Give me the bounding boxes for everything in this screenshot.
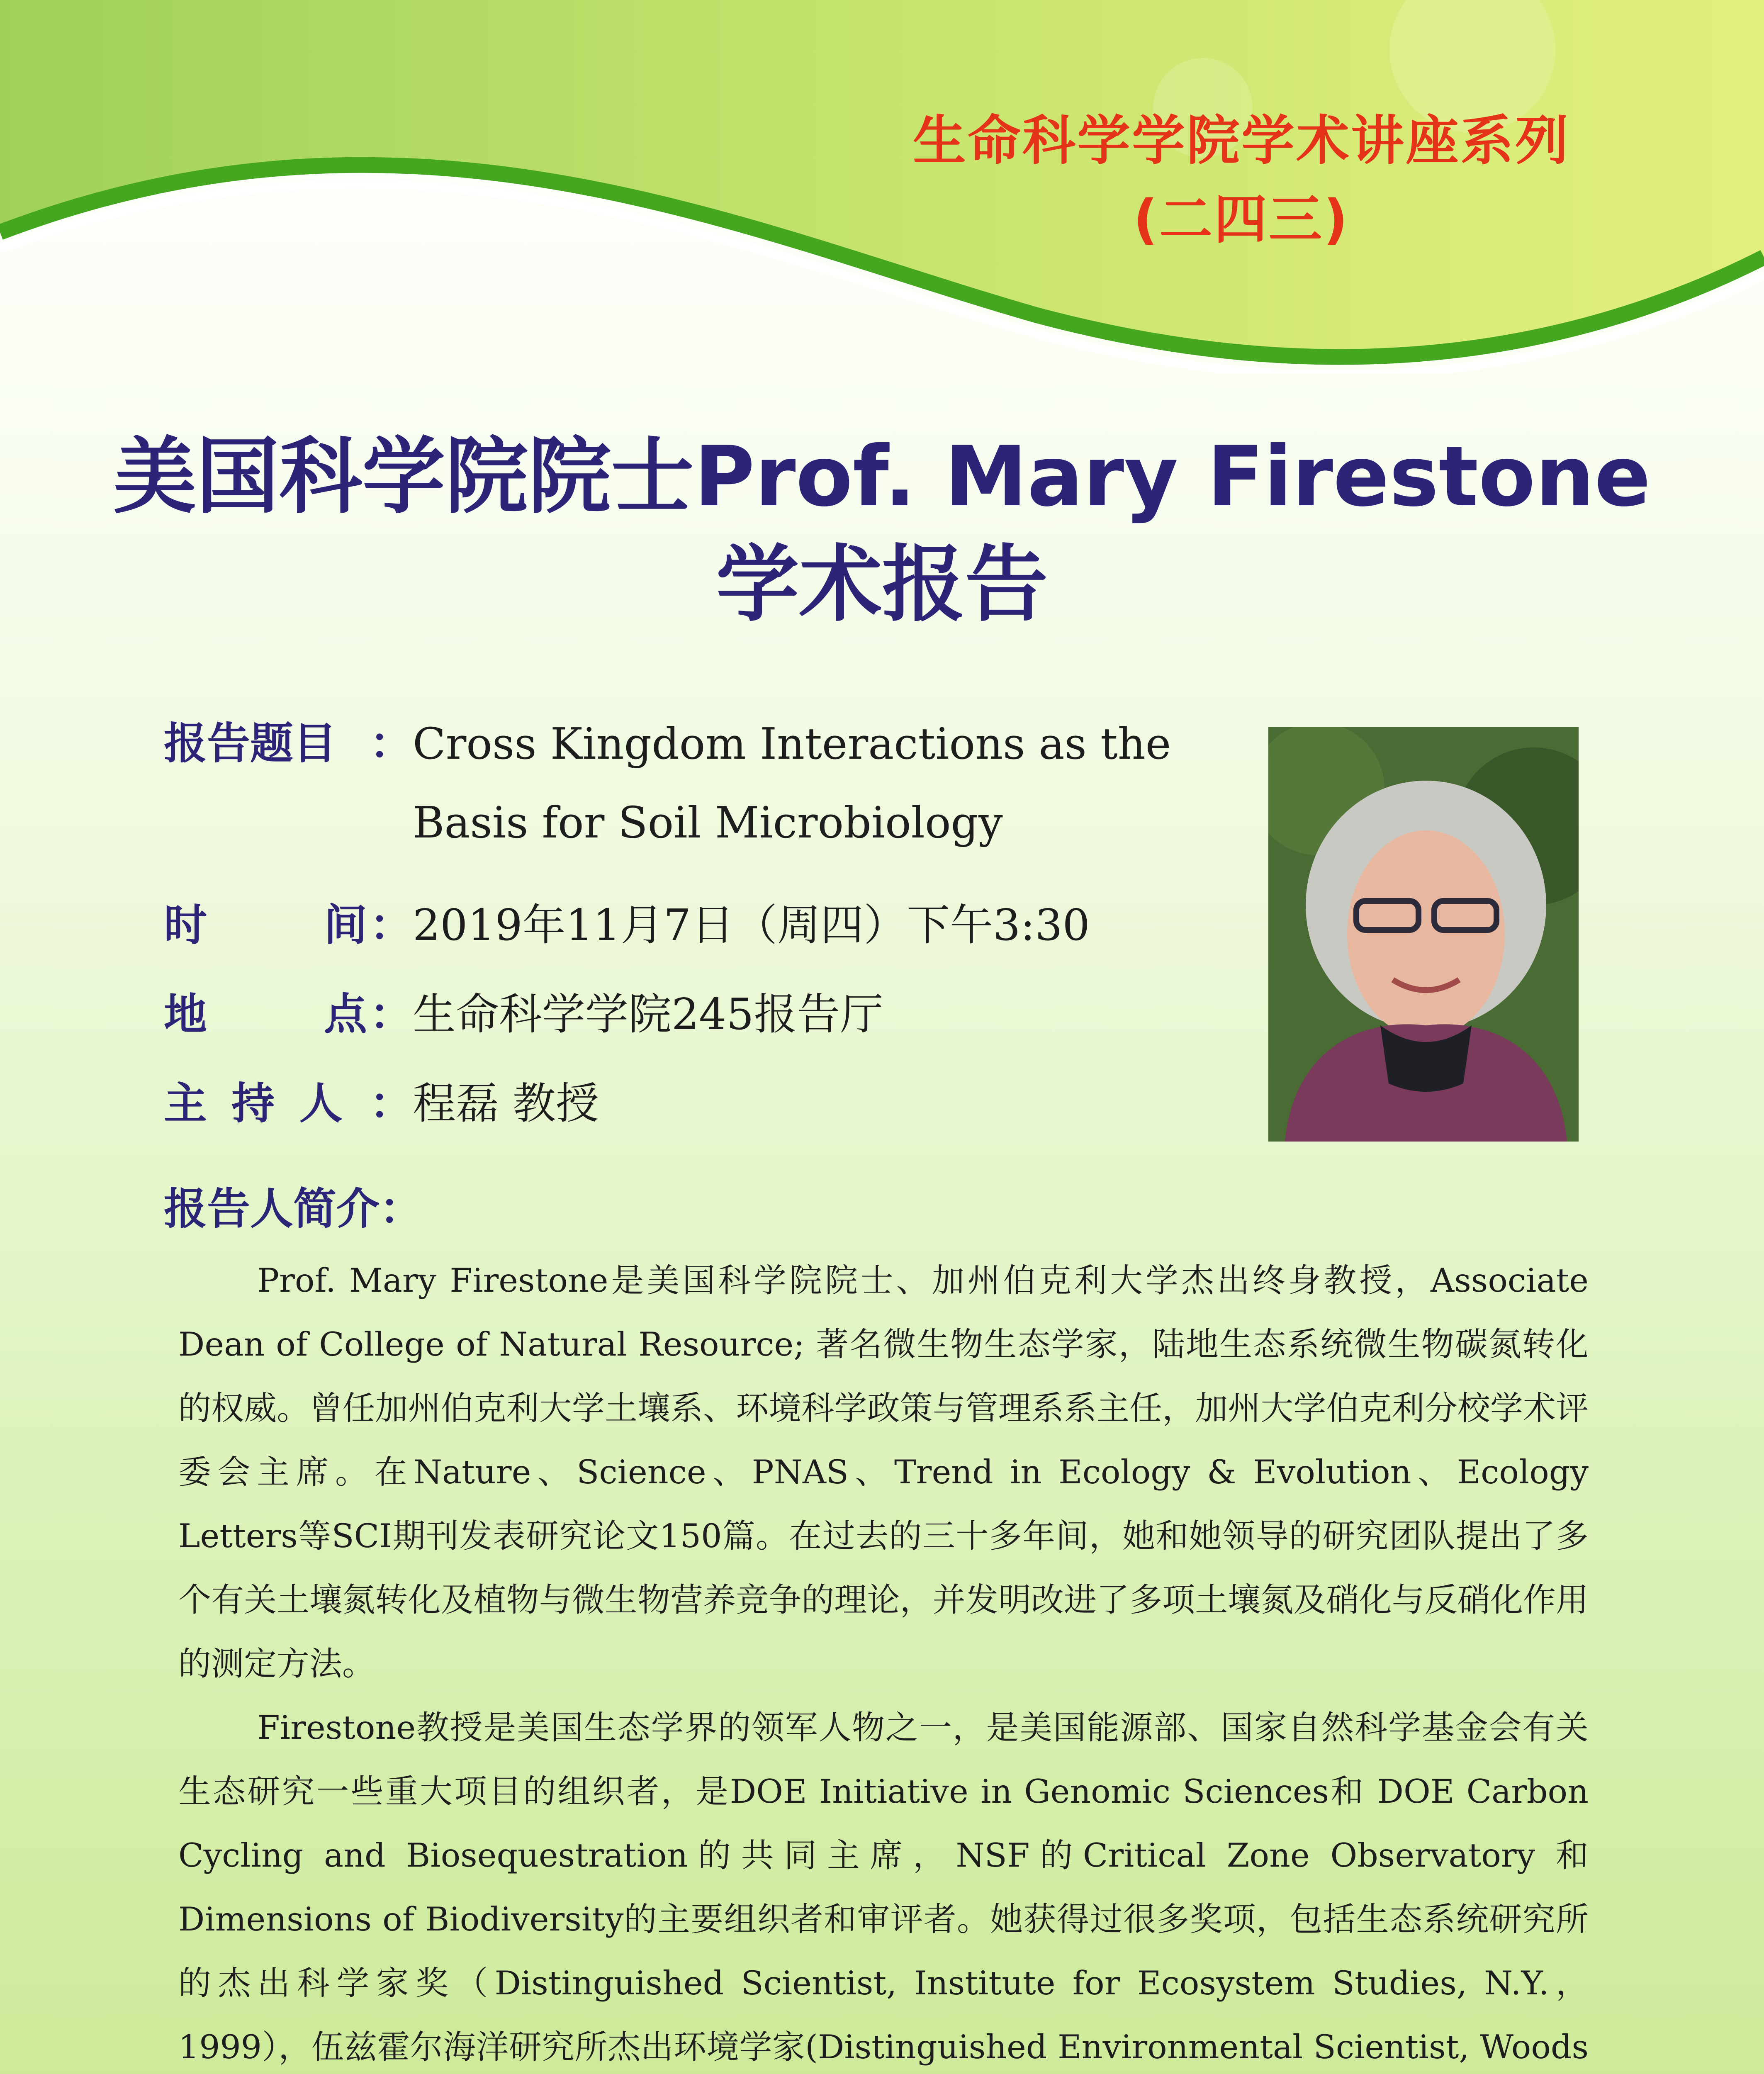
topic-label: 报告题目 ： — [164, 718, 413, 769]
bio-paragraph-1: Prof. Mary Firestone是美国科学院院士、加州伯克利大学杰出终身教授，Associate Dean of College of Natural Resource; 著名微生物生态学家，陆地生态系统微生物碳氮转化的权威。曾任加州伯克利大学土壤系、环境科学政策与管理系系主任，加州大学伯克利分校学术评委会主席。在Nature、Science、PNAS、Trend in Ecology & Evolution、Ecology Letters等SCI期刊发表研究论文150篇。在过去的三十多年间，她和她领导的研究团队提出了多个有关土壤氮转化及植物与微生物营养竞争的理论，并发明改进了多项土壤氮及硝化与反硝化作用的测定方法。 — [178, 1261, 1589, 1683]
place-row — [164, 988, 1242, 1040]
place-label: 地 点 ： — [164, 989, 413, 1039]
bio-paragraph-2: Firestone教授是美国生态学界的领军人物之一，是美国能源部、国家自然科学基金会有关生态研究一些重大项目的组织者，是DOE Initiative in Genomic Sciences和 DOE Carbon Cycling and Biosequestration的共同主席，NSF的Critical Zone Observatory 和 Dimensions of Biodiversity的主要组织者和审评者。她获得过很多奖项，包括生态系统研究所的杰出科学家奖（Distinguished Scientist, Institute for Ecosystem Studies, N.Y.，1999），伍兹霍尔海洋研究所杰出环境学家(Distinguished Environmental Scientist, Woods — [178, 1709, 1589, 2066]
bio-heading: 报告人简介： — [164, 1183, 423, 1234]
portrait-illustration — [1268, 727, 1579, 1142]
host-value: 程磊 教授 — [413, 1078, 599, 1129]
time-value: 2019年11月7日（周四）下午3:30 — [413, 900, 1090, 950]
page-title — [0, 423, 1764, 639]
title-line-2: 学术报告 — [716, 536, 1048, 633]
speaker-photo — [1268, 727, 1579, 1142]
time-label: 时 间 ： — [164, 900, 413, 950]
series-number: (二四三) — [1133, 189, 1350, 251]
lecture-series-title — [785, 110, 1698, 251]
lecture-info — [164, 718, 1242, 1167]
series-name: 生命科学学院学术讲座系列 — [912, 110, 1570, 172]
host-row — [164, 1078, 1242, 1130]
place-value: 生命科学学院245报告厅 — [413, 989, 883, 1039]
speaker-bio — [178, 1249, 1589, 2074]
title-line-1: 美国科学院院士Prof. Mary Firestone — [113, 428, 1651, 525]
topic-value: Cross Kingdom Interactions as the Basis for Soil Microbiology — [413, 718, 1171, 848]
topic-row — [164, 718, 1242, 862]
host-label: 主 持 人 ： — [164, 1078, 413, 1129]
time-row — [164, 899, 1242, 951]
